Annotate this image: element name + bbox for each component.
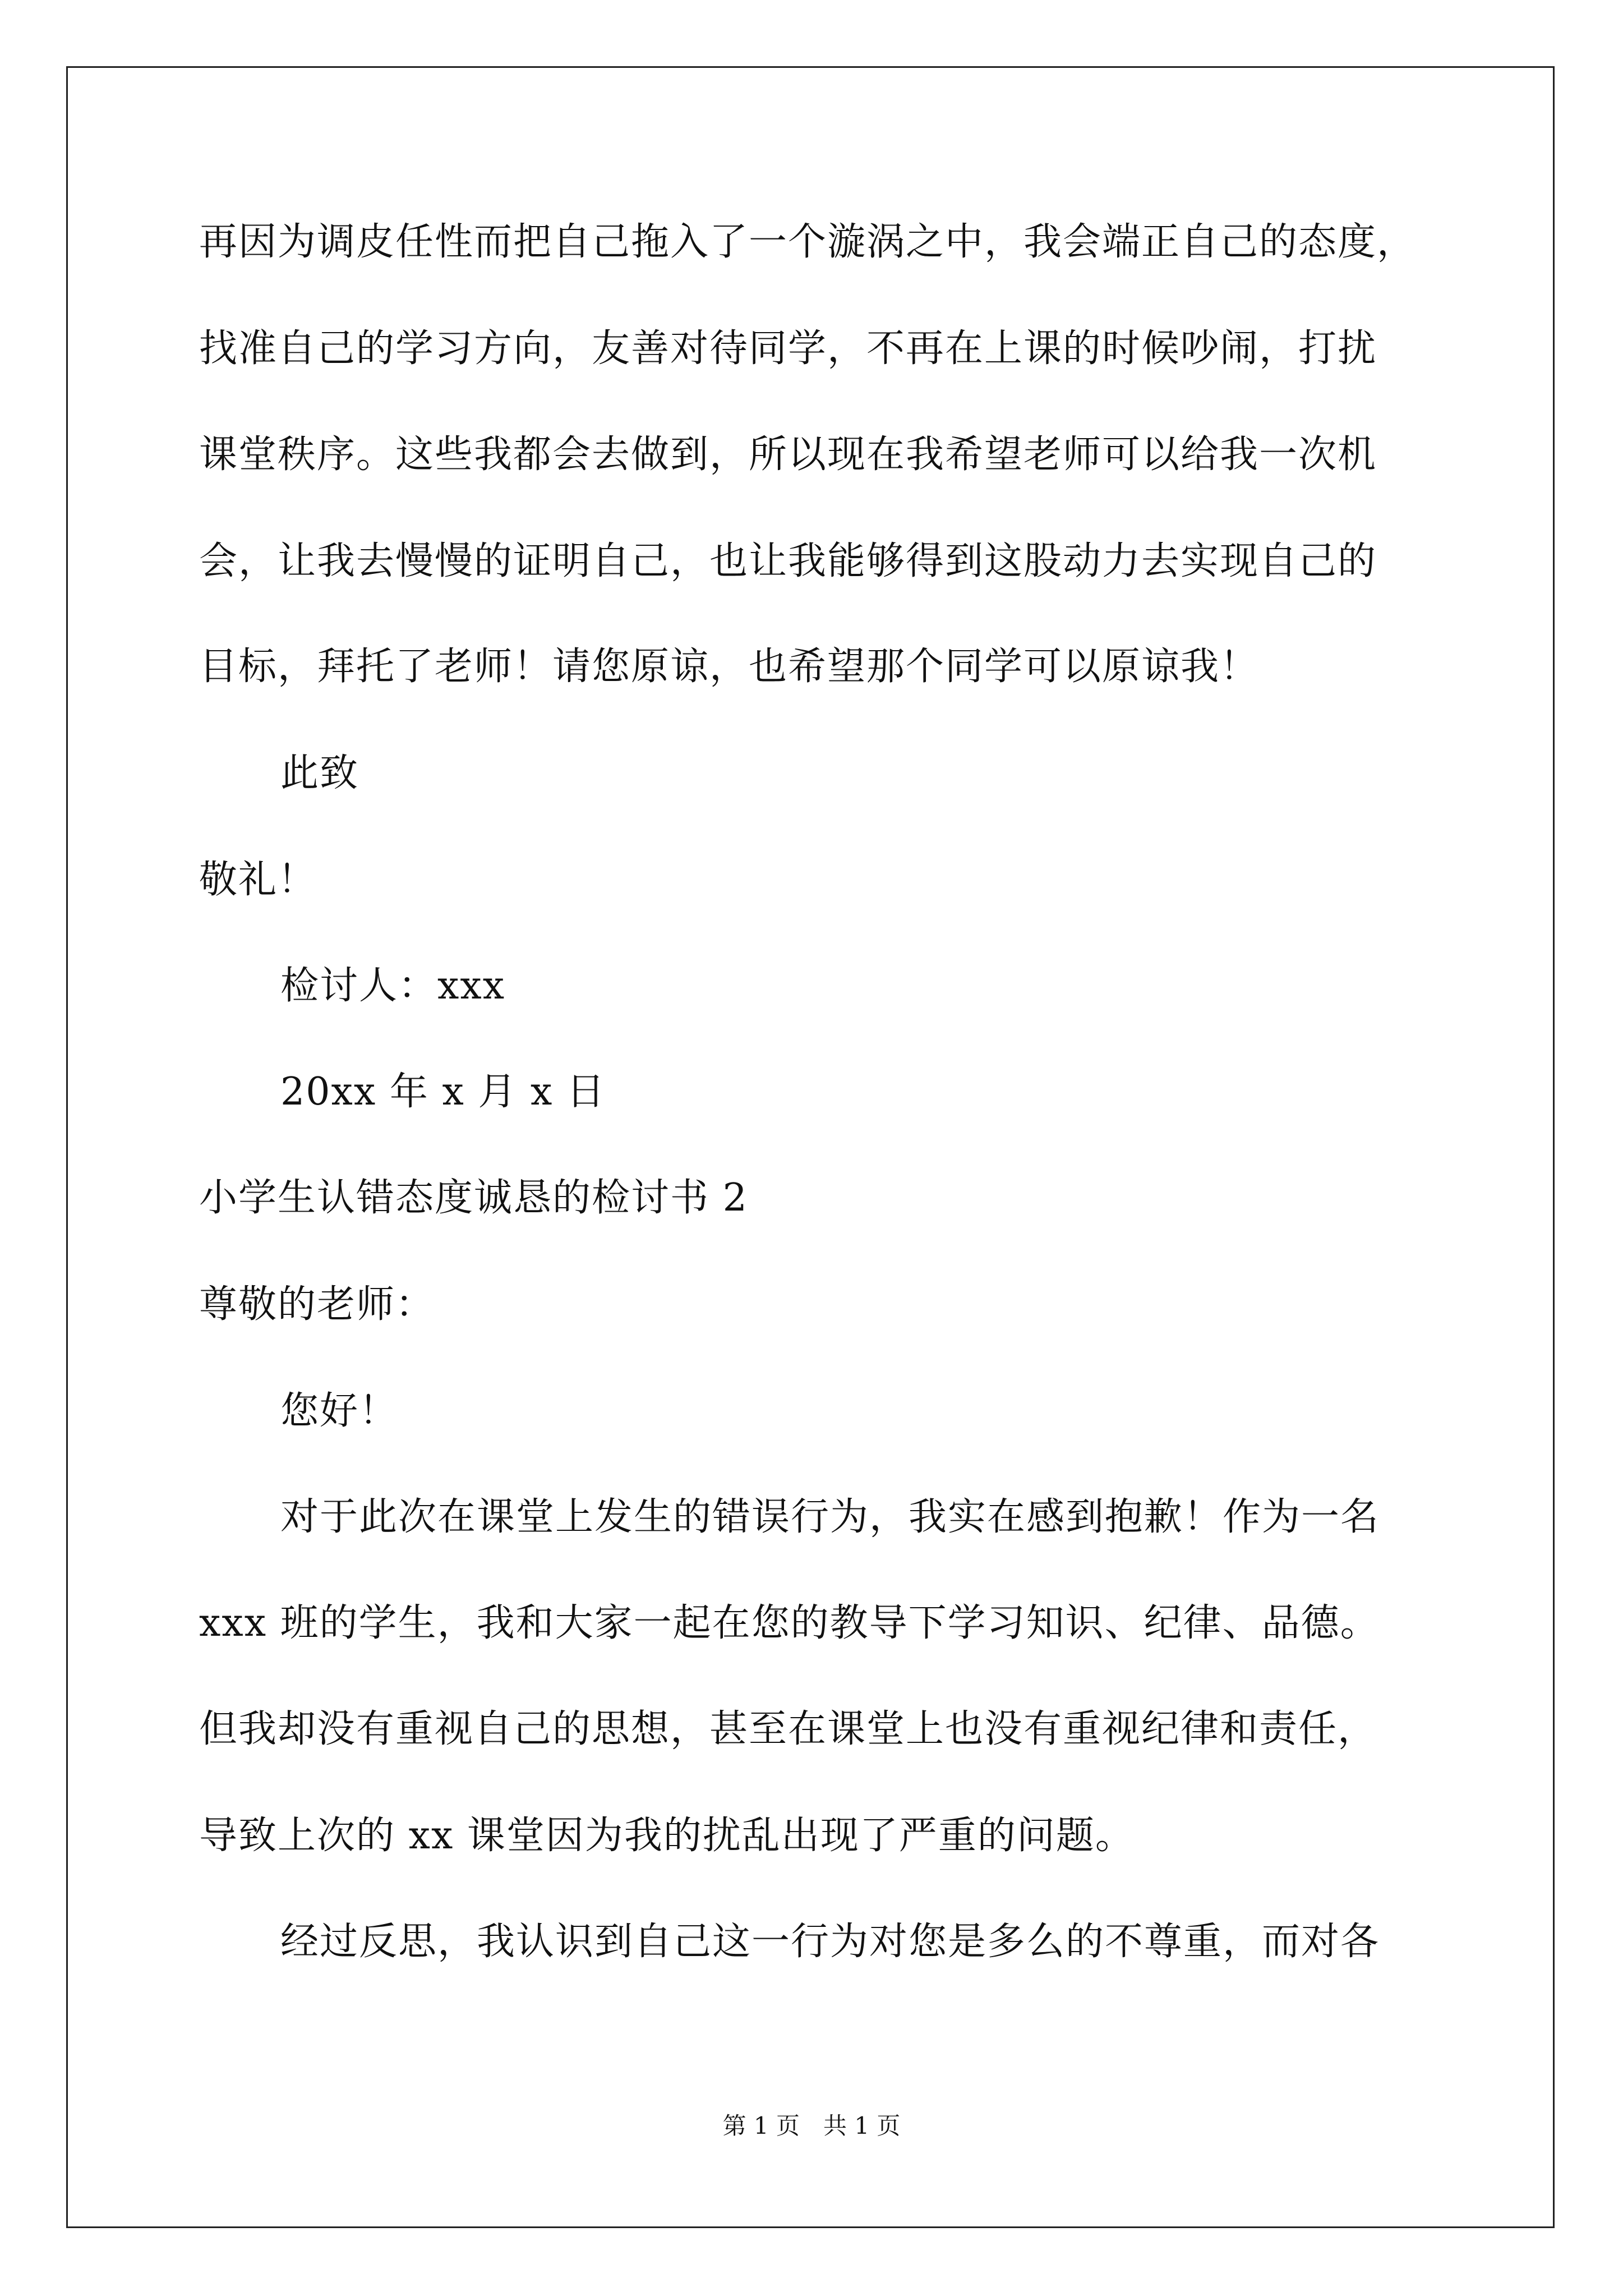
greeting: 您好！ — [280, 1389, 399, 1433]
section-title: 小学生认错态度诚恳的检讨书 2 — [199, 1176, 748, 1220]
text-line: 目标，拜托了老师！请您原谅，也希望那个同学可以原谅我！ — [199, 645, 1260, 689]
closing-regards: 敬礼！ — [199, 858, 317, 902]
text-line: 导致上次的 xx 课堂因为我的扰乱出现了严重的问题。 — [199, 1814, 1135, 1858]
page-footer: 第 1 页 共 1 页 — [722, 2112, 901, 2139]
text-line: xxx 班的学生，我和大家一起在您的教导下学习知识、纪律、品德。 — [199, 1601, 1380, 1645]
greeting-recipient: 尊敬的老师： — [199, 1282, 435, 1327]
date-line: 20xx 年 x 月 x 日 — [280, 1070, 606, 1114]
text-line: 会，让我去慢慢的证明自己，也让我能够得到这股动力去实现自己的 — [199, 539, 1377, 583]
text-line: 找准自己的学习方向，友善对待同学，不再在上课的时候吵闹，打扰 — [199, 326, 1377, 371]
text-line: 但我却没有重视自己的思想，甚至在课堂上也没有重视纪律和责任， — [199, 1707, 1377, 1751]
signature-line: 检讨人：xxx — [280, 964, 506, 1008]
text-line: 经过反思，我认识到自己这一行为对您是多么的不尊重，而对各 — [280, 1920, 1380, 1964]
text-line: 对于此次在课堂上发生的错误行为，我实在感到抱歉！作为一名 — [280, 1495, 1380, 1539]
text-line: 课堂秩序。这些我都会去做到，所以现在我希望老师可以给我一次机 — [199, 432, 1377, 477]
text-line: 再因为调皮任性而把自己拖入了一个漩涡之中，我会端正自己的态度， — [199, 220, 1417, 264]
page-border — [66, 66, 1555, 2228]
closing-salutation: 此致 — [280, 751, 359, 795]
